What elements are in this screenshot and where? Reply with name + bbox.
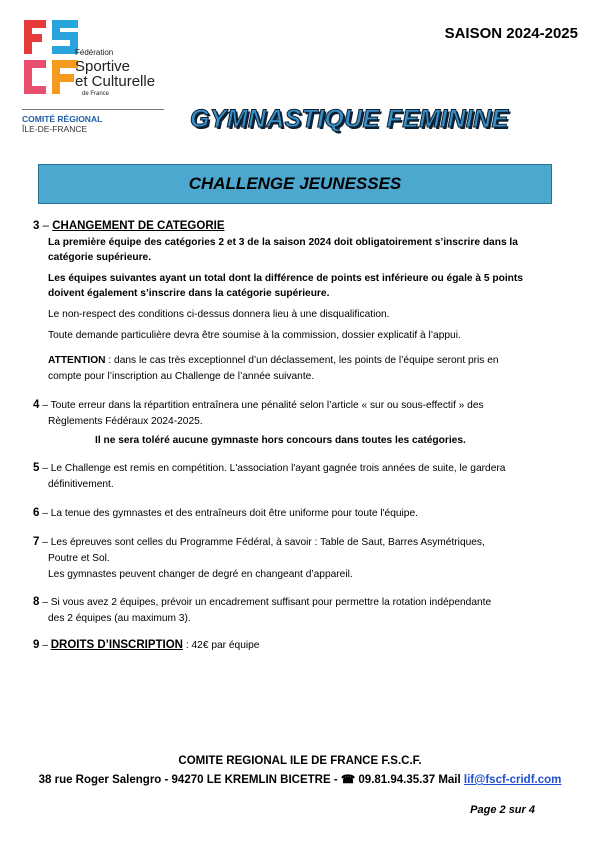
challenge-banner-title: CHALLENGE JEUNESSES [188,174,402,193]
attention-text: : dans le cas très exceptionnel d’un déclassement, les points de l’équipe seront pris en [105,355,499,366]
s3-para1-line2: catégorie supérieure. [48,252,152,263]
logo-line-france: de France [82,91,110,97]
s3-para2-line1: Les équipes suivantes ayant un total dont la différence de points est inférieure ou égale à 5 points [48,273,523,284]
section-dash: – [39,508,51,519]
section-number: 3 [33,220,40,232]
section-number: 5 [33,462,40,474]
s5-line1: Le Challenge est remis en compétition. L'association l'ayant gagnée trois années de suite, le gardera [50,463,506,474]
s3-para1-line1: La première équipe des catégories 2 et 3 de la saison 2024 doit obligatoirement s’inscrire dans la [48,237,518,248]
section-6 [33,506,418,522]
s8-line2: des 2 équipes (au maximum 3). [48,613,191,624]
section-3 [33,220,225,232]
logo-divider [22,109,164,110]
footer-contact [0,772,600,786]
s8-line1: Si vous avez 2 équipes, prévoir un encadrement suffisant pour permettre la rotation indépendante [50,597,492,608]
s3-para5-line1 [48,353,499,369]
s4-line1: Toute erreur dans la répartition entraînera une pénalité selon l’article « sur ou sous-effectif » des [50,400,484,411]
section-8 [33,595,491,611]
attention-label: ATTENTION [48,355,106,366]
section-dash: – [39,640,51,651]
s7-line1: Les épreuves sont celles du Programme Fédéral, à savoir : Table de Saut, Barres Asymétriques, [50,537,485,548]
section-number: 9 [33,639,40,651]
s3-para2-line2: doivent également s’inscrire dans la catégorie supérieure. [48,288,330,299]
logo-line-federation: Fédération [75,48,114,57]
section-5 [33,461,505,477]
s9-title: DROITS D’INSCRIPTION [50,639,183,651]
section-number: 6 [33,507,40,519]
footer-org: COMITE REGIONAL ILE DE FRANCE F.S.C.F. [178,755,422,767]
s9-fee: : 42€ par équipe [183,640,260,651]
s4-line2: Règlements Fédéraux 2024-2025. [48,416,203,427]
s3-para4: Toute demande particulière devra être soumise à la commission, dossier explicatif à l’appui. [48,330,461,341]
footer-email-link[interactable]: lif@fscf-cridf.com [463,774,562,786]
section-9 [33,638,259,654]
s5-line2: définitivement. [48,479,114,490]
section-dash: – [39,463,51,474]
section-dash: – [39,597,51,608]
section-dash: – [39,537,51,548]
logo-line-culturelle: et Culturelle [75,73,156,90]
section-number: 8 [33,596,40,608]
sport-title: GYMNASTIQUE FEMININE [190,105,509,133]
committee-label: COMITÉ RÉGIONAL [22,114,103,124]
section-4 [33,398,484,414]
region-label: ÎLE-DE-FRANCE [22,124,88,134]
footer-phone: 09.81.94.35.37 Mail [355,774,464,786]
footer-address: 38 rue Roger Salengro - 94270 LE KREMLIN BICETRE - [38,774,341,786]
section-dash: – [39,400,51,411]
season-label: SAISON 2024-2025 [444,25,578,42]
phone-icon: ☎ [340,774,356,786]
section-7 [33,535,485,551]
s4-line3: Il ne sera toléré aucune gymnaste hors concours dans toutes les catégories. [95,435,466,446]
s6-line1: La tenue des gymnastes et des entraîneurs doit être uniforme pour toute l'équipe. [50,508,418,519]
section-number: 4 [33,399,40,411]
section-dash: – [39,220,53,232]
page-number: Page 2 sur 4 [470,804,535,816]
section-number: 7 [33,536,40,548]
s7-line3: Les gymnastes peuvent changer de degré en changeant d’appareil. [48,569,353,580]
s3-para3: Le non-respect des conditions ci-dessus donnera lieu à une disqualification. [48,309,390,320]
s7-line2: Poutre et Sol. [48,553,110,564]
logo-line-sportive: Sportive [75,58,131,75]
s3-para5-line2: compte pour l’inscription au Challenge de l’année suivante. [48,371,315,382]
fscf-mark-icon [22,18,82,98]
section-3-title: CHANGEMENT DE CATEGORIE [52,220,225,232]
